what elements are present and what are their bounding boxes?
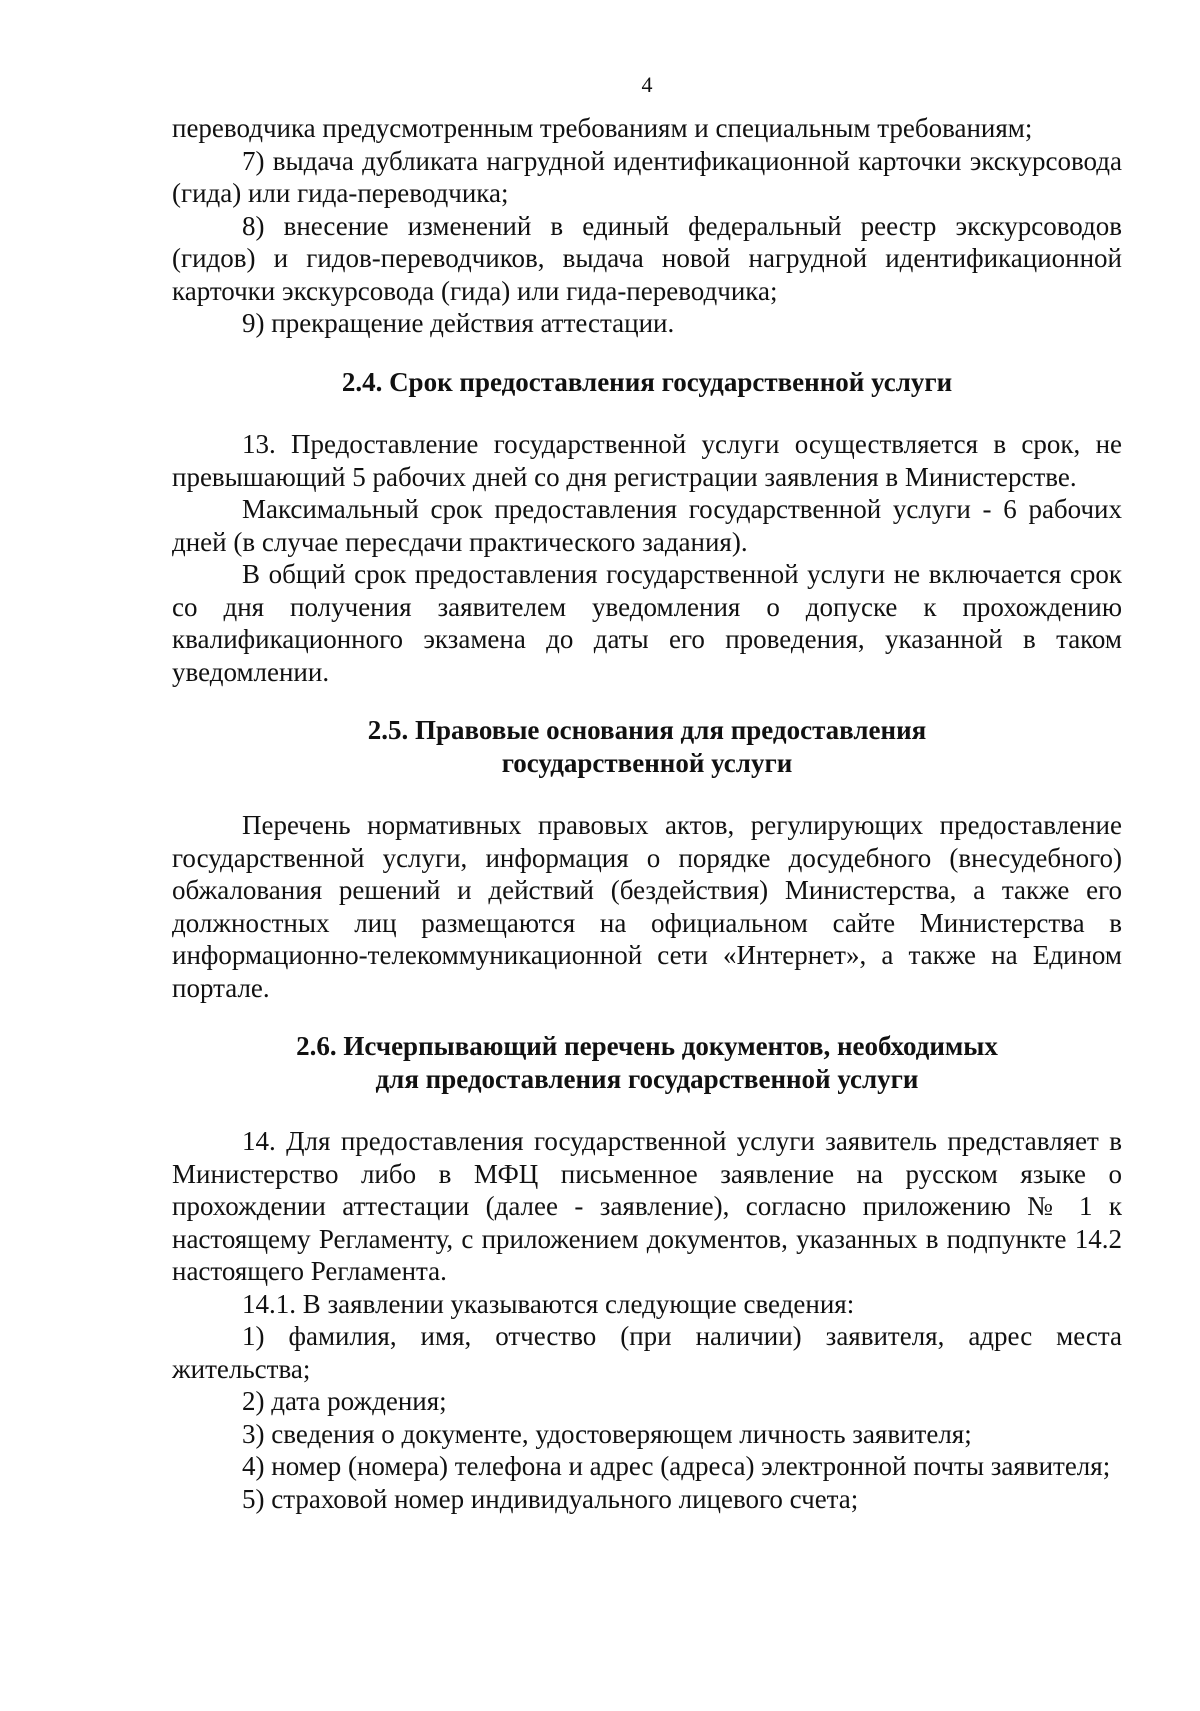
paragraph: В общий срок предоставления государственной услуги не включается срок со дня получения заявителем уведомления о допуске к прохождению квалификационного экзамена до даты его проведения, указанной в таком уведомлении.	[172, 559, 1122, 687]
page-number: 4	[641, 72, 653, 97]
paragraph: Перечень нормативных правовых актов, регулирующих предоставление государственной услуги, информация о порядке досудебного (внесудебного) обжалования решений и действий (бездействия) Министерства, а также его должностных лиц размещаются на официальном сайте Министерства в информационно-телекоммуникационной сети «Интернет», а также на Едином портале.	[172, 810, 1122, 1003]
list-item: 8) внесение изменений в единый федеральный реестр экскурсоводов (гидов) и гидов-переводчиков, выдача новой нагрудной идентификационной карточки экскурсовода (гида) или гида-переводчика;	[172, 210, 1122, 306]
list-item: 9) прекращение действия аттестации.	[242, 308, 675, 338]
section-heading	[172, 714, 1122, 779]
section-heading-line: 2.5. Правовые основания для предоставления	[367, 715, 927, 745]
document-page	[172, 72, 1122, 1515]
section-heading-2-6-block	[172, 1030, 1122, 1095]
paragraph: 14. Для предоставления государственной услуги заявитель представляет в Министерство либо в МФЦ письменное заявление на русском языке о прохождении аттестации (далее - заявление), согласно приложению № 1 к настоящему Регламенту, с приложением документов, указанных в подпункте 14.2 настоящего Регламента.	[172, 1126, 1122, 1286]
section-heading-line: государственной услуги	[501, 747, 793, 778]
list-item: 2) дата рождения;	[242, 1386, 447, 1416]
list-item: 3) сведения о документе, удостоверяющем личность заявителя;	[242, 1418, 972, 1449]
list-item: 5) страховой номер индивидуального лицевого счета;	[242, 1483, 859, 1514]
section-heading-line: 2.6. Исчерпывающий перечень документов, необходимых	[296, 1031, 998, 1061]
list-item: 1) фамилия, имя, отчество (при наличии) заявителя, адрес места жительства;	[172, 1321, 1122, 1384]
paragraph: 14.1. В заявлении указываются следующие сведения:	[242, 1288, 855, 1319]
section-heading	[172, 1030, 1122, 1095]
paragraph: 13. Предоставление государственной услуги осуществляется в срок, не превышающий 5 рабочих дней со дня регистрации заявления в Министерстве.	[172, 429, 1122, 492]
list-item: 4) номер (номера) телефона и адрес (адреса) электронной почты заявителя;	[242, 1451, 1111, 1481]
paragraph: Максимальный срок предоставления государственной услуги - 6 рабочих дней (в случае пересдачи практического задания).	[172, 494, 1122, 557]
section-heading: 2.4. Срок предоставления государственной услуги	[341, 366, 953, 397]
section-heading-line: для предоставления государственной услуги	[375, 1063, 919, 1094]
list-item: 7) выдача дубликата нагрудной идентификационной карточки экскурсовода (гида) или гида-переводчика;	[172, 145, 1122, 208]
section-heading-2-5-block	[172, 714, 1122, 779]
section-heading-2-4-block	[172, 366, 1122, 399]
paragraph: переводчика предусмотренным требованиям и специальным требованиям;	[172, 113, 1033, 143]
